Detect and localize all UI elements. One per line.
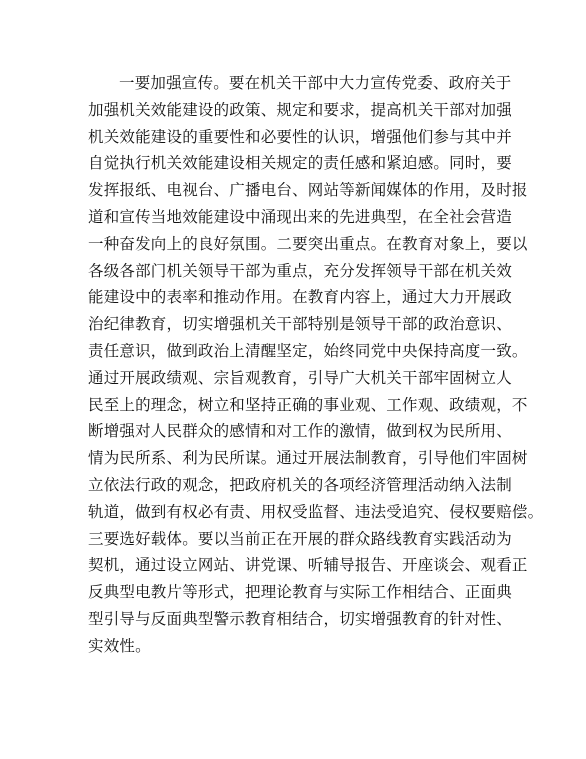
text-line: 一种奋发向上的良好氛围。二要突出重点。在教育对象上，要以 [88,234,528,253]
text-line: 民至上的理念，树立和坚持正确的事业观、工作观、政绩观，不 [88,395,528,414]
text-line: 自觉执行机关效能建设相关规定的责任感和紧迫感。同时，要 [88,154,512,173]
text-line: 轨道，做到有权必有责、用权受监督、违法受追究、侵权要赔偿。 [88,502,544,521]
text-line: 实效性。 [88,636,151,655]
text-line: 情为民所系、利为民所谋。通过开展法制教育，引导他们牢固树 [88,449,528,468]
text-line: 反典型电教片等形式，把理论教育与实际工作相结合、正面典 [88,583,512,602]
text-line: 责任意识，做到政治上清醒坚定，始终同党中央保持高度一致。 [88,341,528,360]
text-line: 道和宣传当地效能建设中涌现出来的先进典型，在全社会营造 [88,207,512,226]
text-line: 机关效能建设的重要性和必要性的认识，增强他们参与其中并 [88,127,512,146]
text-line: 各级各部门机关领导干部为重点，充分发挥领导干部在机关效 [88,261,512,280]
text-line: 型引导与反面典型警示教育相结合，切实增强教育的针对性、 [88,609,512,628]
body-paragraph [88,70,544,660]
text-line: 能建设中的表率和推动作用。在教育内容上，通过大力开展政 [88,288,512,307]
text-line: 三要选好载体。要以当前正在开展的群众路线教育实践活动为 [88,529,512,548]
text-line: 通过开展政绩观、宗旨观教育，引导广大机关干部牢固树立人 [88,368,512,387]
text-line: 发挥报纸、电视台、广播电台、网站等新闻媒体的作用，及时报 [88,181,528,200]
text-line: 一要加强宣传。要在机关干部中大力宣传党委、政府关于 [119,74,512,92]
text-line: 立依法行政的观念，把政府机关的各项经济管理活动纳入法制 [88,475,512,494]
text-line: 加强机关效能建设的政策、规定和要求，提高机关干部对加强 [88,100,512,119]
text-line: 契机，通过设立网站、讲党课、听辅导报告、开座谈会、观看正 [88,556,528,575]
text-line: 治纪律教育，切实增强机关干部特别是领导干部的政治意识、 [88,315,512,334]
text-line: 断增强对人民群众的感情和对工作的激情，做到权为民所用、 [88,422,512,441]
